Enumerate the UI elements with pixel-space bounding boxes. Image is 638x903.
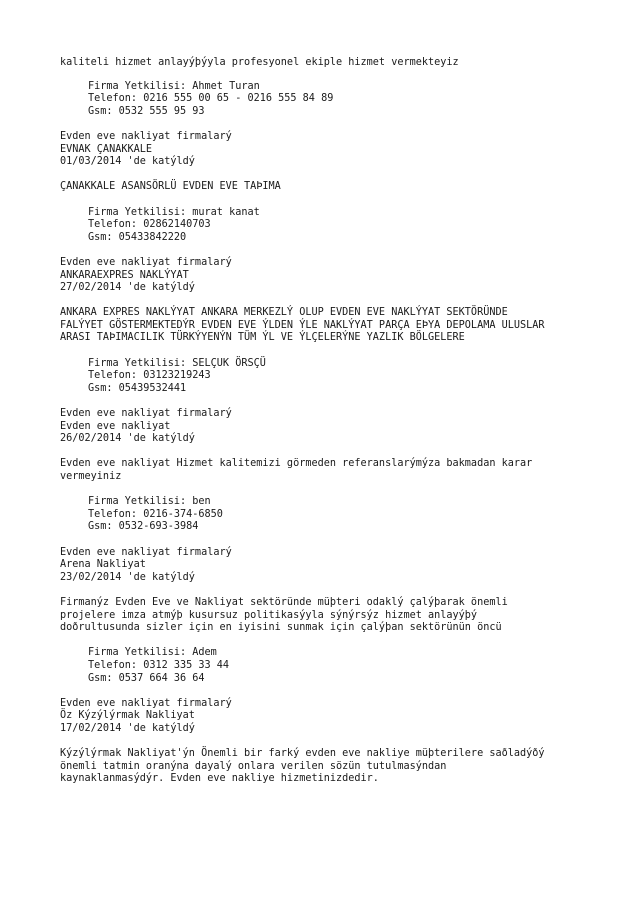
join-date: 17/02/2014 'de katýldý [60, 722, 195, 734]
contact-phone: Telefon: 0216 555 00 65 - 0216 555 84 89 [88, 93, 334, 105]
contact-person: Firma Yetkilisi: murat kanat [88, 206, 260, 218]
listing-category: Evden eve nakliyat firmalarý [60, 546, 232, 558]
listing-entry [60, 408, 598, 534]
listing-entry [60, 81, 598, 119]
listing-category: Evden eve nakliyat firmalarý [60, 697, 232, 709]
company-name: EVNAK ÇANAKKALE [60, 143, 153, 155]
company-name: ANKARAEXPRES NAKLÝYAT [60, 269, 189, 281]
contact-person: Firma Yetkilisi: ben [88, 496, 211, 508]
listing-category: Evden eve nakliyat firmalarý [60, 256, 232, 268]
company-description: ARASI TAÞIMACILIK TÜRKÝYENÝN TÜM ÝL VE ÝLÇELERÝNE YAZLIK BÖLGELERE [60, 332, 465, 344]
contact-person: Firma Yetkilisi: Adem [88, 647, 217, 659]
contact-gsm: Gsm: 0537 664 36 64 [88, 672, 205, 684]
company-description: kaynaklanmasýdýr. Evden eve nakliye hizmetinizdedir. [60, 773, 379, 785]
listing-entry [60, 257, 598, 396]
listing-entry [60, 547, 598, 686]
company-name: Öz Kýzýlýrmak Nakliyat [60, 710, 195, 722]
contact-person: Firma Yetkilisi: SELÇUK ÖRSÇÜ [88, 357, 266, 369]
join-date: 27/02/2014 'de katýldý [60, 282, 195, 294]
company-description: Kýzýlýrmak Nakliyat'ýn Önemli bir farký evden eve nakliye müþterilere saðladýðý [60, 748, 545, 760]
company-description: ANKARA EXPRES NAKLÝYAT ANKARA MERKEZLÝ OLUP EVDEN EVE NAKLÝYAT SEKTÖRÜNDE [60, 307, 508, 319]
company-name: Evden eve nakliyat [60, 420, 171, 432]
join-date: 01/03/2014 'de katýldý [60, 156, 195, 168]
company-description: ÇANAKKALE ASANSÖRLÜ EVDEN EVE TAÞIMA [60, 181, 281, 193]
contact-phone: Telefon: 0312 335 33 44 [88, 659, 230, 671]
join-date: 23/02/2014 'de katýldý [60, 571, 195, 583]
company-description: Evden eve nakliyat Hizmet kalitemizi görmeden referanslarýmýza bakmadan karar [60, 458, 533, 470]
listing-category: Evden eve nakliyat firmalarý [60, 130, 232, 142]
company-description: projelere imza atmýþ kusursuz politikasýyla sýnýrsýz hizmet anlayýþý [60, 609, 478, 621]
company-name: Arena Nakliyat [60, 559, 146, 571]
contact-phone: Telefon: 02862140703 [88, 219, 211, 231]
contact-gsm: Gsm: 05433842220 [88, 231, 187, 243]
contact-gsm: Gsm: 0532 555 95 93 [88, 105, 205, 117]
listing-entry [60, 698, 598, 786]
join-date: 26/02/2014 'de katýldý [60, 433, 195, 445]
contact-phone: Telefon: 03123219243 [88, 370, 211, 382]
contact-person: Firma Yetkilisi: Ahmet Turan [88, 80, 260, 92]
contact-phone: Telefon: 0216-374-6850 [88, 508, 223, 520]
contact-gsm: Gsm: 0532-693-3984 [88, 521, 199, 533]
contact-gsm: Gsm: 05439532441 [88, 382, 187, 394]
company-description: Firmanýz Evden Eve ve Nakliyat sektöründe müþteri odaklý çalýþarak önemli [60, 596, 508, 608]
company-description: FALÝYET GÖSTERMEKTEDÝR EVDEN EVE ÝLDEN ÝLE NAKLÝYAT PARÇA EÞYA DEPOLAMA ULUSLAR [60, 319, 545, 331]
listing-entry [60, 131, 598, 244]
intro-text: kaliteli hizmet anlayýþýyla profesyonel ekiple hizmet vermekteyiz [60, 57, 459, 68]
listing-category: Evden eve nakliyat firmalarý [60, 408, 232, 420]
company-description: önemli tatmin oranýna dayalý onlara verilen sözün tutulmasýndan [60, 760, 447, 772]
company-description: doðrultusunda sizler için en iyisini sunmak için çalýþan sektörünün öncü [60, 622, 502, 634]
company-description: vermeyiniz [60, 471, 122, 482]
